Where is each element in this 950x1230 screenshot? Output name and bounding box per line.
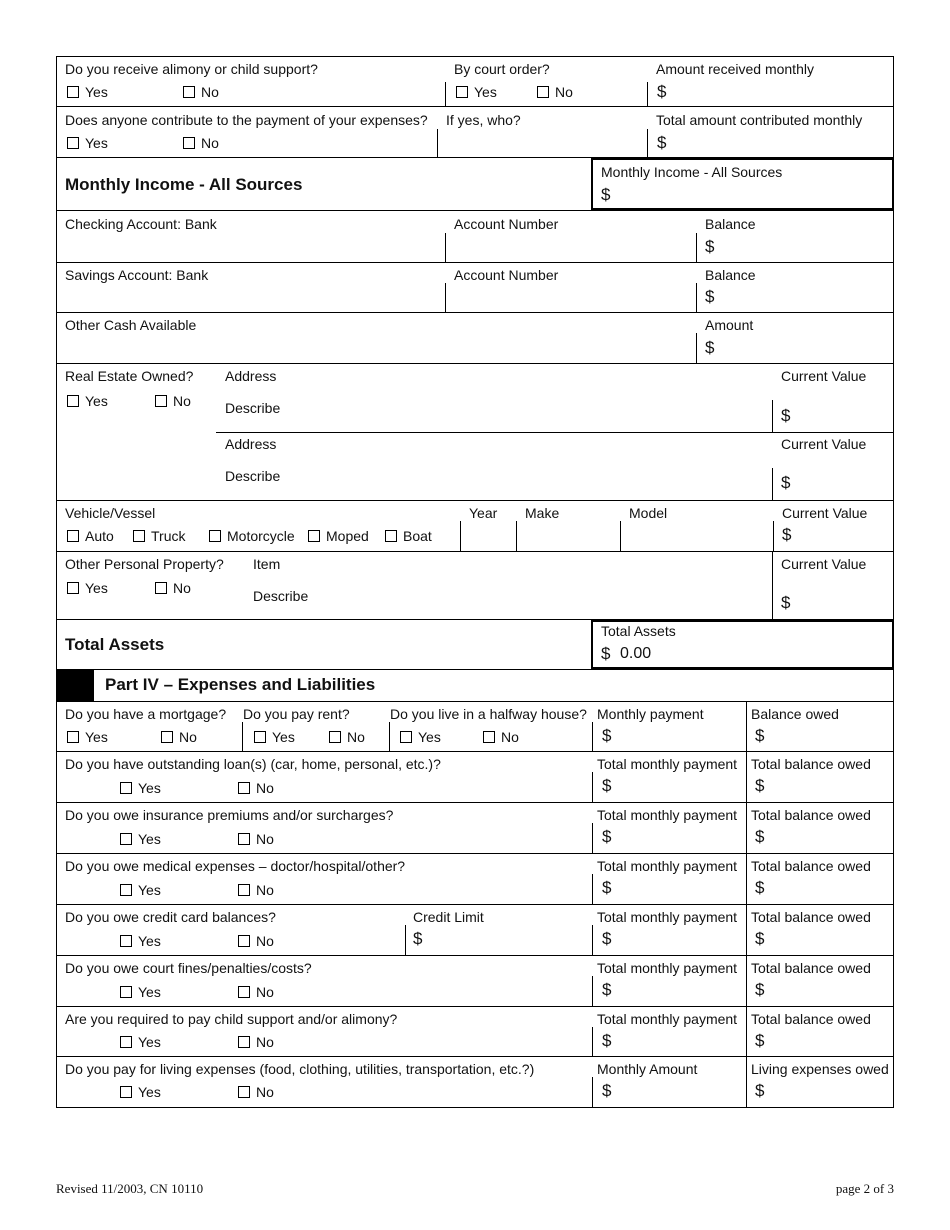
personal-value-label: Current Value — [781, 556, 867, 572]
alimony-no-checkbox[interactable] — [183, 86, 195, 98]
monthly-payment-field[interactable]: $ — [602, 776, 612, 795]
expense-row-credit-card — [56, 905, 894, 956]
total-assets-dollar: $ — [601, 644, 611, 663]
balance-owed-label: Total balance owed — [751, 1011, 871, 1027]
monthly-payment-label: Total monthly payment — [597, 858, 738, 874]
expense-no-checkbox[interactable] — [238, 935, 250, 947]
real-estate-yes-checkbox[interactable] — [67, 395, 79, 407]
halfway-yes-checkbox[interactable] — [400, 731, 412, 743]
mortgage-yes-checkbox[interactable] — [67, 731, 79, 743]
other-cash-row — [56, 313, 894, 364]
divider — [746, 956, 747, 1007]
divider — [405, 925, 406, 956]
cash-amount-label: Amount — [705, 317, 754, 333]
savings-bank-label: Savings Account: Bank — [65, 267, 209, 283]
divider — [389, 722, 390, 752]
expense-row-loans — [56, 752, 894, 803]
no-label: No — [179, 729, 197, 745]
vehicle-value-label: Current Value — [782, 505, 868, 521]
expense-no-checkbox[interactable] — [238, 1036, 250, 1048]
divider — [772, 400, 773, 432]
boat-label: Boat — [403, 528, 432, 544]
boat-checkbox[interactable] — [385, 530, 397, 542]
yes-label: Yes — [138, 984, 161, 1000]
vehicle-row — [56, 501, 894, 552]
expense-yes-checkbox[interactable] — [120, 935, 132, 947]
divider — [592, 823, 593, 854]
balance-owed-label: Total balance owed — [751, 960, 871, 976]
divider — [445, 283, 446, 313]
divider — [620, 521, 621, 552]
no-label: No — [173, 580, 191, 596]
total-assets-title: Total Assets — [65, 635, 165, 654]
expense-yes-checkbox[interactable] — [120, 833, 132, 845]
make-label: Make — [525, 505, 560, 521]
expense-question: Do you pay for living expenses (food, clothing, utilities, transportation, etc.?) — [65, 1061, 535, 1077]
savings-balance-field[interactable]: $ — [705, 287, 715, 306]
truck-label: Truck — [151, 528, 186, 544]
total-assets-box-label: Total Assets — [601, 623, 676, 639]
no-label: No — [256, 780, 274, 796]
item-describe-label: Describe — [253, 588, 309, 604]
monthly-payment-label: Total monthly payment — [597, 756, 738, 772]
monthly-income-box[interactable] — [591, 158, 894, 210]
moped-label: Moped — [326, 528, 369, 544]
monthly-payment-field[interactable]: $ — [602, 980, 612, 999]
part-iv-header — [56, 670, 894, 702]
expense-yes-checkbox[interactable] — [120, 884, 132, 896]
vehicle-label: Vehicle/Vessel — [65, 505, 156, 521]
divider — [746, 905, 747, 956]
expense-no-checkbox[interactable] — [238, 884, 250, 896]
personal-property-row — [56, 552, 894, 620]
contrib-yes-checkbox[interactable] — [67, 137, 79, 149]
credit-limit-label: Credit Limit — [413, 909, 484, 925]
divider — [592, 874, 593, 905]
motorcycle-checkbox[interactable] — [209, 530, 221, 542]
mortgage-no-checkbox[interactable] — [161, 731, 173, 743]
property1-value-field[interactable]: $ — [781, 406, 791, 425]
personal-yes-checkbox[interactable] — [67, 582, 79, 594]
personal-property-question: Other Personal Property? — [65, 556, 224, 572]
housing-row — [56, 702, 894, 752]
yes-label: Yes — [138, 831, 161, 847]
contribution-row — [56, 107, 894, 158]
no-label: No — [256, 1034, 274, 1050]
property2-address-label: Address — [225, 436, 277, 452]
contribution-question: Does anyone contribute to the payment of your expenses? — [65, 112, 428, 128]
monthly-income-row — [56, 158, 894, 211]
credit-limit-field[interactable]: $ — [413, 929, 423, 948]
expense-row-living — [56, 1057, 894, 1108]
balance-owed-field[interactable]: $ — [755, 980, 765, 999]
divider — [445, 233, 446, 263]
real-estate-no-checkbox[interactable] — [155, 395, 167, 407]
revision-note: Revised 11/2003, CN 10110 — [56, 1181, 204, 1196]
monthly-payment-label: Total monthly payment — [597, 1011, 738, 1027]
property1-address-label: Address — [225, 368, 277, 384]
expense-row-court-fines — [56, 956, 894, 1007]
truck-checkbox[interactable] — [133, 530, 145, 542]
balance-owed-label: Total balance owed — [751, 756, 871, 772]
yes-label: Yes — [138, 1084, 161, 1100]
yes-label: Yes — [85, 393, 108, 409]
divider — [696, 233, 697, 263]
divider — [746, 1007, 747, 1057]
alimony-row — [56, 56, 894, 107]
property2-describe-label: Describe — [225, 468, 281, 484]
rent-no-checkbox[interactable] — [329, 731, 341, 743]
monthly-payment-label: Monthly Amount — [597, 1061, 698, 1077]
balance-owed-field[interactable]: $ — [755, 776, 765, 795]
divider — [696, 333, 697, 364]
moped-checkbox[interactable] — [308, 530, 320, 542]
monthly-payment-label: Total monthly payment — [597, 807, 738, 823]
part-iv-black-block — [56, 670, 94, 701]
expense-row-child-support — [56, 1007, 894, 1057]
housing-monthly-label: Monthly payment — [597, 706, 704, 722]
yes-label: Yes — [138, 882, 161, 898]
divider — [772, 552, 773, 620]
contrib-no-checkbox[interactable] — [183, 137, 195, 149]
divider — [592, 976, 593, 1007]
divider — [592, 1077, 593, 1108]
divider — [647, 129, 648, 158]
divider — [773, 521, 774, 552]
yes-label: Yes — [474, 84, 497, 100]
checking-bank-label: Checking Account: Bank — [65, 216, 217, 232]
monthly-income-title: Monthly Income - All Sources — [65, 175, 303, 194]
expense-question: Are you required to pay child support and/or alimony? — [65, 1011, 398, 1027]
no-label: No — [201, 135, 219, 151]
real-estate-row — [56, 364, 894, 501]
housing-monthly-field[interactable]: $ — [602, 726, 612, 745]
checking-balance-field[interactable]: $ — [705, 237, 715, 256]
rent-question: Do you pay rent? — [243, 706, 350, 722]
expense-yes-checkbox[interactable] — [120, 1086, 132, 1098]
yes-label: Yes — [138, 933, 161, 949]
rent-yes-checkbox[interactable] — [254, 731, 266, 743]
no-label: No — [256, 933, 274, 949]
total-assets-value: 0.00 — [620, 645, 652, 662]
divider — [746, 854, 747, 905]
yes-label: Yes — [85, 580, 108, 596]
divider — [746, 1057, 747, 1108]
yes-label: Yes — [85, 84, 108, 100]
expense-no-checkbox[interactable] — [238, 986, 250, 998]
expense-row-medical — [56, 854, 894, 905]
item-label: Item — [253, 556, 281, 572]
auto-checkbox[interactable] — [67, 530, 79, 542]
expense-yes-checkbox[interactable] — [120, 782, 132, 794]
expense-question: Do you owe medical expenses – doctor/hospital/other? — [65, 858, 406, 874]
housing-owed-label: Balance owed — [751, 706, 839, 722]
balance-owed-field[interactable]: $ — [755, 929, 765, 948]
expense-no-checkbox[interactable] — [238, 782, 250, 794]
balance-owed-label: Total balance owed — [751, 858, 871, 874]
halfway-question: Do you live in a halfway house? — [390, 706, 587, 722]
halfway-no-checkbox[interactable] — [483, 731, 495, 743]
mortgage-question: Do you have a mortgage? — [65, 706, 227, 722]
property1-describe-label: Describe — [225, 400, 281, 416]
balance-owed-label: Total balance owed — [751, 807, 871, 823]
auto-label: Auto — [85, 528, 114, 544]
yes-label: Yes — [272, 729, 295, 745]
contributed-amount-label: Total amount contributed monthly — [656, 112, 863, 128]
savings-row — [56, 263, 894, 313]
no-label: No — [201, 84, 219, 100]
divider — [516, 521, 517, 552]
expense-no-checkbox[interactable] — [238, 1086, 250, 1098]
divider — [592, 1027, 593, 1057]
housing-owed-field[interactable]: $ — [755, 726, 765, 745]
no-label: No — [347, 729, 365, 745]
alimony-question: Do you receive alimony or child support? — [65, 61, 318, 77]
yes-label: Yes — [138, 780, 161, 796]
checking-balance-label: Balance — [705, 216, 756, 232]
total-assets-row — [56, 620, 894, 670]
expense-yes-checkbox[interactable] — [120, 1036, 132, 1048]
expense-no-checkbox[interactable] — [238, 833, 250, 845]
divider — [746, 803, 747, 854]
savings-balance-label: Balance — [705, 267, 756, 283]
yes-label: Yes — [85, 135, 108, 151]
monthly-payment-field[interactable]: $ — [602, 929, 612, 948]
page-number: page 2 of 3 — [835, 1181, 894, 1196]
expense-row-insurance — [56, 803, 894, 854]
year-label: Year — [469, 505, 498, 521]
contributed-amount-field[interactable]: $ — [657, 133, 667, 152]
divider — [696, 283, 697, 313]
no-label: No — [256, 831, 274, 847]
yes-label: Yes — [85, 729, 108, 745]
who-label: If yes, who? — [446, 112, 521, 128]
amount-received-label: Amount received monthly — [656, 61, 814, 77]
no-label: No — [256, 1084, 274, 1100]
yes-label: Yes — [138, 1034, 161, 1050]
property2-value-field[interactable]: $ — [781, 473, 791, 492]
property2-value-label: Current Value — [781, 436, 867, 452]
no-label: No — [256, 882, 274, 898]
monthly-income-box-label: Monthly Income - All Sources — [601, 164, 783, 180]
expense-question: Do you owe credit card balances? — [65, 909, 276, 925]
savings-account-label: Account Number — [454, 267, 559, 283]
monthly-payment-label: Total monthly payment — [597, 909, 738, 925]
divider — [746, 702, 747, 752]
divider — [445, 82, 446, 107]
checking-account-label: Account Number — [454, 216, 559, 232]
yes-label: Yes — [418, 729, 441, 745]
total-assets-box[interactable] — [591, 620, 894, 669]
property1-value-label: Current Value — [781, 368, 867, 384]
monthly-payment-label: Total monthly payment — [597, 960, 738, 976]
real-estate-question: Real Estate Owned? — [65, 368, 194, 384]
balance-owed-label: Living expenses owed — [751, 1061, 889, 1077]
divider — [746, 752, 747, 803]
divider — [460, 521, 461, 552]
expense-question: Do you have outstanding loan(s) (car, home, personal, etc.)? — [65, 756, 441, 772]
balance-owed-label: Total balance owed — [751, 909, 871, 925]
no-label: No — [256, 984, 274, 1000]
divider — [592, 772, 593, 803]
monthly-payment-field[interactable]: $ — [602, 878, 612, 897]
expense-yes-checkbox[interactable] — [120, 986, 132, 998]
divider — [437, 129, 438, 158]
balance-owed-field[interactable]: $ — [755, 878, 765, 897]
personal-value-field[interactable]: $ — [781, 593, 791, 612]
expense-question: Do you owe insurance premiums and/or surcharges? — [65, 807, 394, 823]
monthly-payment-field[interactable]: $ — [602, 827, 612, 846]
other-cash-label: Other Cash Available — [65, 317, 197, 333]
cash-amount-field[interactable]: $ — [705, 338, 715, 357]
divider — [592, 722, 593, 752]
balance-owed-field[interactable]: $ — [755, 827, 765, 846]
personal-no-checkbox[interactable] — [155, 582, 167, 594]
model-label: Model — [629, 505, 668, 521]
no-label: No — [555, 84, 573, 100]
no-label: No — [173, 393, 191, 409]
balance-owed-field[interactable]: $ — [755, 1031, 765, 1050]
divider — [772, 468, 773, 501]
court-order-label: By court order? — [454, 61, 550, 77]
property-divider — [216, 432, 894, 433]
monthly-payment-field[interactable]: $ — [602, 1081, 612, 1100]
court-yes-checkbox[interactable] — [456, 86, 468, 98]
divider — [242, 722, 243, 752]
monthly-payment-field[interactable]: $ — [602, 1031, 612, 1050]
part-iv-title: Part IV – Expenses and Liabilities — [105, 675, 376, 694]
expense-question: Do you owe court fines/penalties/costs? — [65, 960, 312, 976]
alimony-yes-checkbox[interactable] — [67, 86, 79, 98]
divider — [647, 82, 648, 107]
no-label: No — [501, 729, 519, 745]
court-no-checkbox[interactable] — [537, 86, 549, 98]
amount-received-field[interactable]: $ — [657, 82, 667, 101]
monthly-income-dollar: $ — [601, 185, 611, 204]
motorcycle-label: Motorcycle — [227, 528, 295, 544]
checking-row — [56, 211, 894, 263]
divider — [592, 925, 593, 956]
vehicle-value-field[interactable]: $ — [782, 525, 792, 544]
balance-owed-field[interactable]: $ — [755, 1081, 765, 1100]
